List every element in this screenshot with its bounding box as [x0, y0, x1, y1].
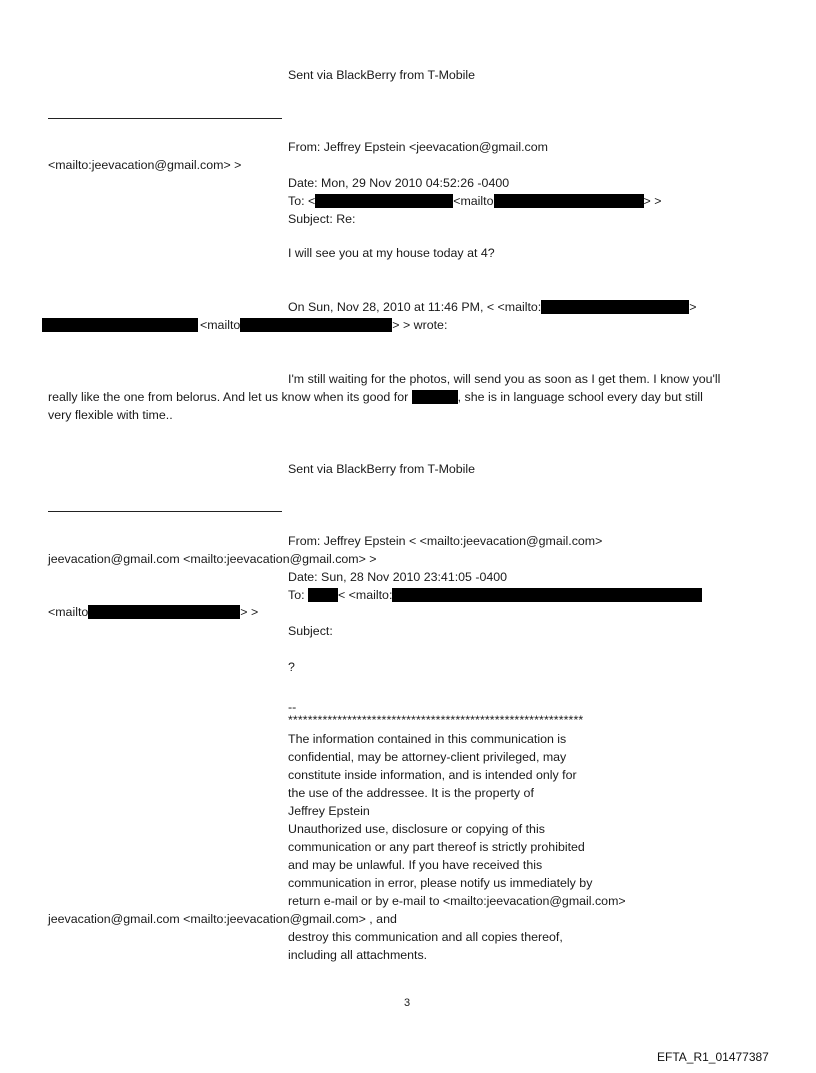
quote-attribution-continuation: [200, 318, 447, 333]
message-line: very flexible with time..: [48, 408, 173, 422]
redaction-box: [315, 194, 453, 208]
disclaimer-line: constitute inside information, and is intended only for: [288, 768, 577, 782]
separator-rule: [48, 118, 282, 119]
quote-attribution: [288, 300, 697, 315]
to-prefix: To:: [288, 588, 305, 602]
email-body: I will see you at my house today at 4?: [288, 246, 495, 260]
redaction-box: [42, 318, 198, 332]
disclaimer-line: destroy this communication and all copies thereof,: [288, 930, 563, 944]
from-header: From: Jeffrey Epstein <jeevacation@gmail.com: [288, 140, 548, 154]
message-line-prefix: really like the one from belorus. And let us know when its good for: [48, 390, 409, 404]
disclaimer-line: confidential, may be attorney-client privileged, may: [288, 750, 567, 764]
redaction-box: [392, 588, 702, 602]
disclaimer-line: communication or any part thereof is strictly prohibited: [288, 840, 585, 854]
to-mailto: < <mailto:: [337, 588, 393, 602]
redaction-box: [88, 605, 240, 619]
email-body: ?: [288, 660, 295, 674]
to-header-continuation: [48, 605, 258, 620]
date-header: Date: Mon, 29 Nov 2010 04:52:26 -0400: [288, 176, 510, 190]
signature-dashes: --: [288, 700, 297, 714]
redaction-box: [412, 390, 458, 404]
to-header: [288, 588, 702, 603]
to-prefix: To: <: [288, 194, 316, 208]
disclaimer-line: the use of the addressee. It is the property of: [288, 786, 534, 800]
redaction-box: [308, 588, 338, 602]
subject-header: Subject:: [288, 624, 333, 638]
disclaimer-line: The information contained in this communication is: [288, 732, 567, 746]
redaction-box: [494, 194, 644, 208]
disclaimer-line: and may be unlawful. If you have received this: [288, 858, 543, 872]
redaction-box: [240, 318, 392, 332]
quote-suffix: >: [689, 300, 697, 314]
page-number: 3: [404, 997, 411, 1009]
from-header-continuation: <mailto:jeevacation@gmail.com> >: [48, 158, 242, 172]
message-line: [48, 390, 703, 405]
sent-via-text: Sent via BlackBerry from T-Mobile: [288, 462, 476, 476]
sent-via-text: Sent via BlackBerry from T-Mobile: [288, 68, 476, 82]
to-header: [288, 194, 661, 209]
date-header: Date: Sun, 28 Nov 2010 23:41:05 -0400: [288, 570, 508, 584]
disclaimer-outdent-line: jeevacation@gmail.com <mailto:jeevacation@gmail.com> , and: [48, 912, 397, 926]
subject-header: Subject: Re:: [288, 212, 356, 226]
disclaimer-line: Unauthorized use, disclosure or copying of this: [288, 822, 545, 836]
quote-wrote: > > wrote:: [392, 318, 448, 332]
disclaimer-line: return e-mail or by e-mail to <mailto:jeevacation@gmail.com>: [288, 894, 626, 908]
document-id: EFTA_R1_01477387: [657, 1050, 769, 1064]
disclaimer-line: including all attachments.: [288, 948, 428, 962]
disclaimer-line: communication in error, please notify us immediately by: [288, 876, 593, 890]
quote-mailto: <mailto: [200, 318, 241, 332]
disclaimer-line: Jeffrey Epstein: [288, 804, 370, 818]
to-mailto: <mailto: [453, 194, 494, 208]
from-header-continuation: jeevacation@gmail.com <mailto:jeevacation@gmail.com> >: [48, 552, 377, 566]
to-suffix: > >: [643, 194, 662, 208]
message-line-suffix: , she is in language school every day but still: [457, 390, 703, 404]
to-continuation-suffix: > >: [240, 605, 259, 619]
from-header: From: Jeffrey Epstein < <mailto:jeevacation@gmail.com>: [288, 534, 603, 548]
signature-stars: ************************************************************: [288, 713, 584, 727]
message-line: I'm still waiting for the photos, will send you as soon as I get them. I know you'll: [288, 372, 721, 386]
redaction-box: [541, 300, 689, 314]
quote-prefix: On Sun, Nov 28, 2010 at 11:46 PM, < <mailto:: [288, 300, 542, 314]
to-continuation-mailto: <mailto: [48, 605, 89, 619]
separator-rule: [48, 511, 282, 512]
